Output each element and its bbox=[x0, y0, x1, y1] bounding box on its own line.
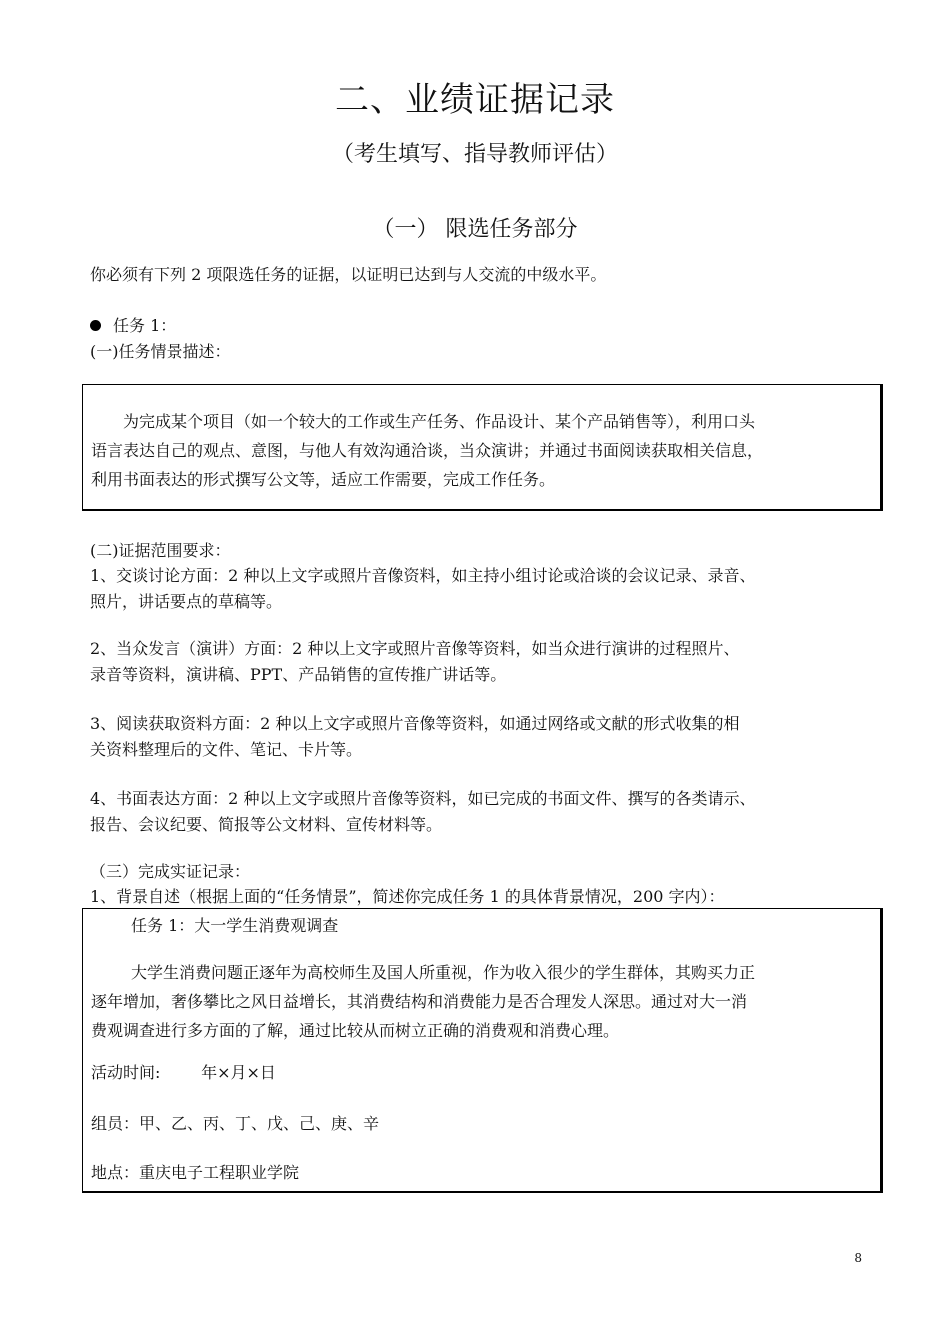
bullet-icon bbox=[90, 320, 101, 331]
record-title: （三）完成实证记录： bbox=[90, 862, 251, 881]
scenario-line: 语言表达自己的观点、意图，与他人有效沟通洽谈，当众演讲；并通过书面阅读获取相关信息， bbox=[91, 441, 764, 460]
task-label-text: 任务 1： bbox=[113, 316, 177, 335]
record-body-line: 逐年增加，奢侈攀比之风日益增长，其消费结构和消费能力是否合理发人深思。通过对大一消 bbox=[91, 992, 748, 1011]
section-heading: （一） 限选任务部分 bbox=[372, 217, 578, 242]
evidence-item-3-line-1: 3、阅读获取资料方面：2 种以上文字或照片音像等资料，如通过网络或文献的形式收集的相 bbox=[90, 714, 740, 733]
record-box bbox=[82, 908, 883, 1193]
evidence-item-2-line-2: 录音等资料，演讲稿、PPT、产品销售的宣传推广讲话等。 bbox=[90, 665, 507, 684]
record-body-line: 大学生消费问题正逐年为高校师生及国人所重视，作为收入很少的学生群体，其购买力正 bbox=[131, 963, 756, 982]
page-title: 二、业绩证据记录 bbox=[335, 80, 615, 120]
scenario-box bbox=[82, 384, 883, 511]
evidence-item-1-line-1: 1、交谈讨论方面：2 种以上文字或照片音像资料，如主持小组讨论或洽谈的会议记录、录音、 bbox=[90, 566, 756, 585]
intro-text: 你必须有下列 2 项限选任务的证据，以证明已达到与人交流的中级水平。 bbox=[90, 265, 607, 284]
record-body-line: 费观调查进行多方面的了解，通过比较从而树立正确的消费观和消费心理。 bbox=[91, 1021, 620, 1040]
background-prompt: 1、背景自述（根据上面的“任务情景”，简述你完成任务 1 的具体背景情况，200 字内）： bbox=[90, 887, 725, 906]
page-number: 8 bbox=[854, 1251, 862, 1265]
members: 组员：甲、乙、丙、丁、戊、己、庚、辛 bbox=[91, 1114, 380, 1133]
evidence-item-2-line-1: 2、当众发言（演讲）方面：2 种以上文字或照片音像等资料，如当众进行演讲的过程照片、 bbox=[90, 639, 740, 658]
record-box-title: 任务 1：大一学生消费观调查 bbox=[131, 916, 339, 935]
evidence-item-4-line-1: 4、书面表达方面：2 种以上文字或照片音像等资料，如已完成的书面文件、撰写的各类请示、 bbox=[90, 789, 756, 808]
evidence-item-1-line-2: 照片，讲话要点的草稿等。 bbox=[90, 592, 283, 611]
scenario-line: 利用书面表达的形式撰写公文等，适应工作需要，完成工作任务。 bbox=[91, 470, 556, 489]
activity-time: 活动时间: 年×月×日 bbox=[91, 1063, 276, 1082]
scenario-line: 为完成某个项目（如一个较大的工作或生产任务、作品设计、某个产品销售等），利用口头 bbox=[123, 412, 756, 431]
page-subtitle: （考生填写、指导教师评估） bbox=[331, 142, 618, 167]
evidence-item-3-line-2: 关资料整理后的文件、笔记、卡片等。 bbox=[90, 740, 363, 759]
scenario-title: (一)任务情景描述： bbox=[90, 342, 231, 361]
evidence-title: (二)证据范围要求： bbox=[90, 541, 231, 560]
task-label bbox=[90, 313, 176, 336]
evidence-item-4-line-2: 报告、会议纪要、简报等公文材料、宣传材料等。 bbox=[90, 815, 443, 834]
location: 地点：重庆电子工程职业学院 bbox=[91, 1163, 300, 1182]
